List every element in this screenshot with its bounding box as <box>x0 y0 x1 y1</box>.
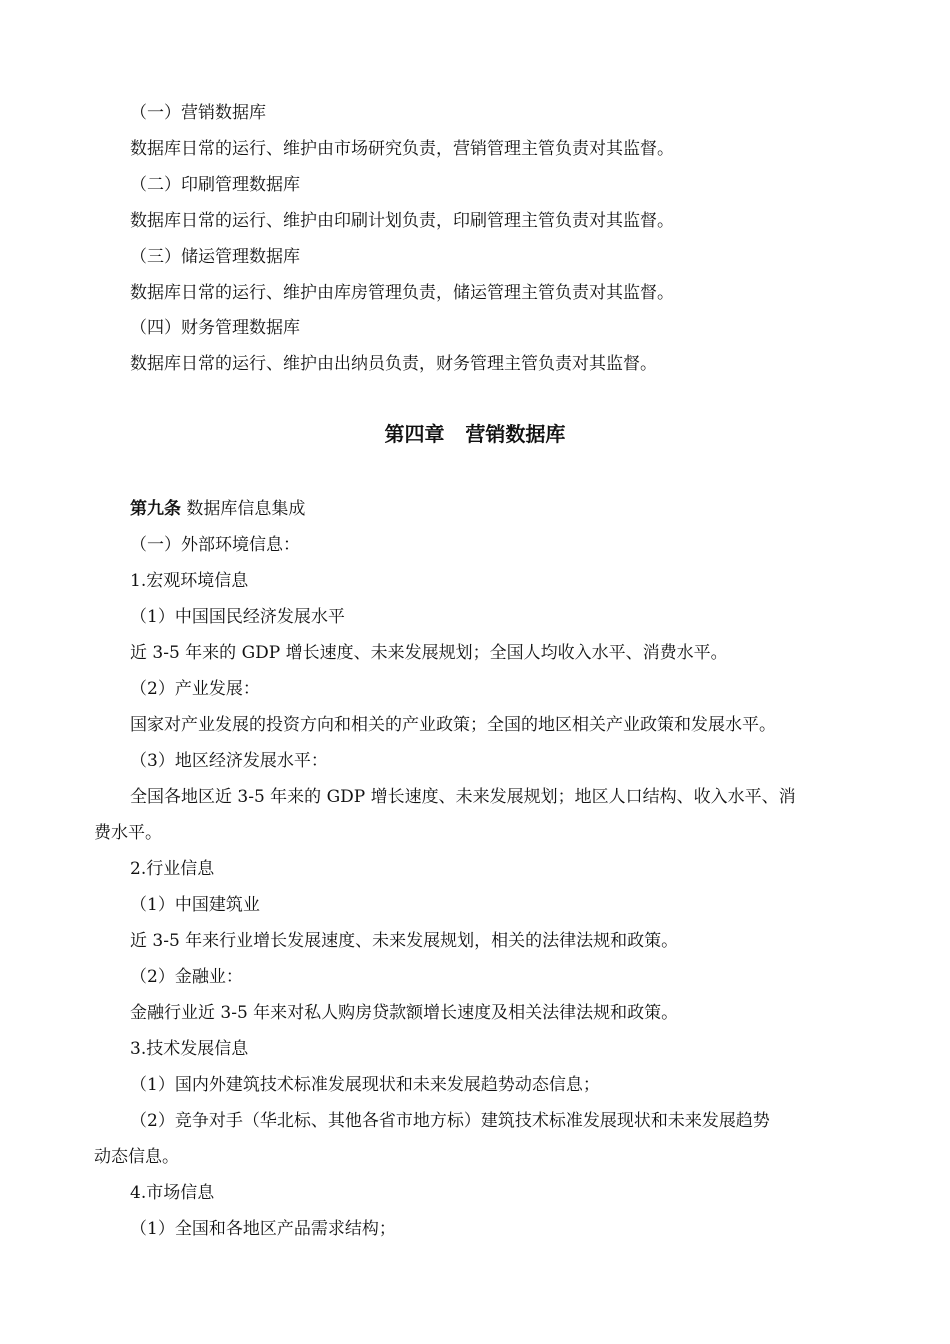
industry-2-body: 金融行业近 3-5 年来对私人购房贷款额增长速度及相关法律法规和政策。 <box>130 1003 679 1023</box>
macro-3-title: （3）地区经济发展水平： <box>130 751 328 771</box>
item2-title: （二）印刷管理数据库 <box>130 175 300 195</box>
tech-1: （1）国内外建筑技术标准发展现状和未来发展趋势动态信息； <box>130 1075 600 1095</box>
item1-title: （一）营销数据库 <box>130 103 266 123</box>
market-1: （1）全国和各地区产品需求结构； <box>130 1219 396 1239</box>
article-label: 第九条 <box>130 499 181 519</box>
tech-2-line1: （2）竞争对手（华北标、其他各省市地方标）建筑技术标准发展现状和未来发展趋势 <box>130 1111 770 1131</box>
item3-body: 数据库日常的运行、维护由库房管理负责，储运管理主管负责对其监督。 <box>130 283 674 303</box>
industry-2-title: （2）金融业： <box>130 967 243 987</box>
tech-2-line2: 动态信息。 <box>94 1147 179 1167</box>
item2-body: 数据库日常的运行、维护由印刷计划负责，印刷管理主管负责对其监督。 <box>130 211 674 231</box>
macro-1-title: （1）中国国民经济发展水平 <box>130 607 345 627</box>
macro-1-body: 近 3-5 年来的 GDP 增长速度、未来发展规划；全国人均收入水平、消费水平。 <box>130 643 728 663</box>
macro-3-body-line1: 全国各地区近 3-5 年来的 GDP 增长速度、未来发展规划；地区人口结构、收入水平、消 <box>130 787 796 807</box>
item1-body: 数据库日常的运行、维护由市场研究负责，营销管理主管负责对其监督。 <box>130 139 674 159</box>
macro-env-heading: 1.宏观环境信息 <box>130 571 249 591</box>
industry-1-title: （1）中国建筑业 <box>130 895 260 915</box>
macro-2-title: （2）产业发展： <box>130 679 260 699</box>
market-heading: 4.市场信息 <box>130 1183 215 1203</box>
item4-body: 数据库日常的运行、维护由出纳员负责，财务管理主管负责对其监督。 <box>130 354 657 374</box>
macro-3-body-line2: 费水平。 <box>94 823 162 843</box>
external-env-heading: （一）外部环境信息： <box>130 535 300 555</box>
chapter-heading: 第四章 营销数据库 <box>384 422 566 446</box>
industry-heading: 2.行业信息 <box>130 859 215 879</box>
industry-1-body: 近 3-5 年来行业增长发展速度、未来发展规划，相关的法律法规和政策。 <box>130 931 679 951</box>
article-title: 数据库信息集成 <box>181 499 306 519</box>
macro-2-body: 国家对产业发展的投资方向和相关的产业政策；全国的地区相关产业政策和发展水平。 <box>130 715 776 735</box>
article-9-heading <box>0 498 950 520</box>
item4-title: （四）财务管理数据库 <box>130 318 300 338</box>
tech-heading: 3.技术发展信息 <box>130 1039 249 1059</box>
item3-title: （三）储运管理数据库 <box>130 247 300 267</box>
